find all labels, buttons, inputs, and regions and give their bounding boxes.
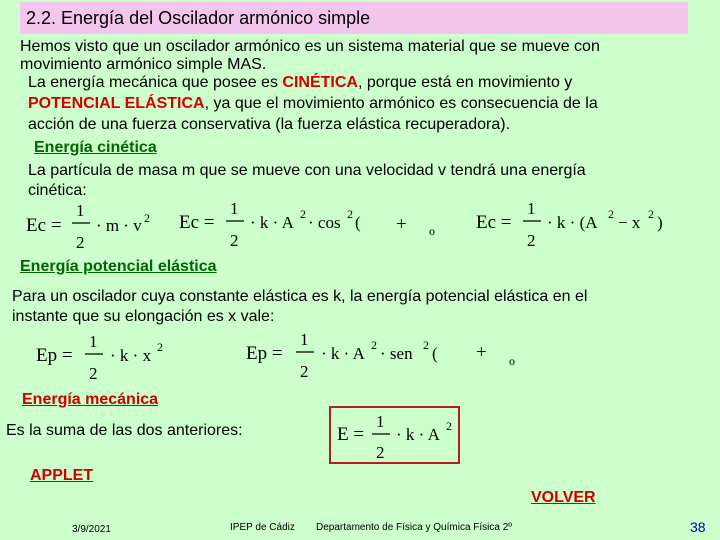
- svg-text:2: 2: [144, 211, 150, 225]
- svg-text:· m · v: · m · v: [96, 216, 142, 235]
- svg-text:2: 2: [157, 340, 163, 354]
- svg-text:E =: E =: [337, 424, 365, 445]
- svg-text:2: 2: [648, 207, 654, 221]
- formula-e-total: [331, 408, 458, 462]
- svg-text:1: 1: [230, 199, 239, 218]
- svg-text:Ep =: Ep =: [36, 345, 73, 366]
- svg-text:2: 2: [527, 231, 536, 250]
- svg-text:Ep =: Ep =: [246, 343, 283, 364]
- svg-text:1: 1: [376, 412, 385, 431]
- svg-text:+: +: [396, 214, 407, 235]
- svg-text:Ec =: Ec =: [179, 212, 215, 233]
- potential-text-line-1: Para un oscilador cuya constante elástica es k, la energía potencial elástica en el: [12, 288, 588, 305]
- mechanical-text: Es la suma de las dos anteriores:: [6, 422, 243, 439]
- svg-text:2: 2: [376, 443, 385, 462]
- svg-text:(: (: [355, 213, 361, 232]
- svg-text:+: +: [476, 342, 487, 363]
- kin-line1-c: , porque está en movimiento y: [357, 74, 573, 91]
- kinetic-potential-line-1: [28, 72, 572, 93]
- svg-text:2: 2: [300, 362, 309, 381]
- heading-mechanical-energy: Energía mecánica: [22, 391, 159, 408]
- formula-ep-2: [246, 330, 515, 381]
- applet-link[interactable]: APPLET: [30, 467, 94, 484]
- footer-department: Departamento de Física y Química Física 2º: [316, 522, 512, 533]
- kinetic-potential-line-3: acción de una fuerza conservativa (la fuerza elástica recuperadora).: [28, 116, 511, 133]
- formula-ep-1: [36, 332, 163, 383]
- intro-line-1: Hemos visto que un oscilador armónico es un sistema material que se mueve con: [20, 38, 600, 55]
- kinetic-formulas: [24, 198, 704, 254]
- formula-ec-3: [476, 199, 663, 250]
- svg-text:· k · (A: · k · (A: [547, 213, 598, 232]
- svg-text:2: 2: [608, 207, 614, 221]
- svg-text:1: 1: [76, 201, 85, 220]
- potential-text-line-2: instante que su elongación es x vale:: [12, 308, 275, 325]
- cinetica-term: CINÉTICA: [282, 74, 358, 91]
- kin-line1-a: La energía mecánica que posee es: [28, 74, 283, 91]
- svg-text:o: o: [509, 354, 515, 368]
- page-number: 38: [690, 519, 706, 535]
- kinetic-text-line-2: cinética:: [28, 182, 87, 199]
- footer-date: 3/9/2021: [72, 524, 111, 535]
- svg-text:2: 2: [446, 419, 452, 433]
- svg-text:2: 2: [230, 231, 239, 250]
- svg-text:1: 1: [300, 330, 309, 349]
- kin-line2-b: , ya que el movimiento armónico es consecuencia de la: [204, 95, 598, 112]
- potencial-elastica-term: POTENCIAL ELÁSTICA: [28, 95, 205, 112]
- intro-line-2: movimiento armónico simple MAS.: [20, 56, 267, 73]
- potential-formulas: [30, 328, 550, 388]
- svg-text:· k · A: · k · A: [250, 213, 294, 232]
- svg-text:): ): [657, 213, 663, 232]
- svg-text:· k · A: · k · A: [321, 344, 365, 363]
- svg-text:2: 2: [347, 207, 353, 221]
- svg-text:(: (: [432, 344, 438, 363]
- svg-text:Ec =: Ec =: [26, 215, 62, 236]
- total-energy-formula-box: [329, 406, 460, 464]
- svg-text:· sen: · sen: [380, 344, 413, 363]
- svg-text:o: o: [429, 224, 435, 238]
- footer-center: IPEP de Cádiz: [230, 522, 295, 533]
- svg-text:· k · A: · k · A: [396, 425, 440, 444]
- svg-text:· cos: · cos: [308, 213, 341, 232]
- slide-title: 2.2. Energía del Oscilador armónico simple: [26, 8, 371, 28]
- svg-text:1: 1: [89, 332, 98, 351]
- svg-text:2: 2: [89, 364, 98, 383]
- kinetic-text-line-1: La partícula de masa m que se mueve con una velocidad v tendrá una energía: [28, 162, 586, 179]
- heading-potential-energy: Energía potencial elástica: [20, 258, 217, 275]
- svg-text:2: 2: [371, 338, 377, 352]
- svg-text:Ec =: Ec =: [476, 212, 512, 233]
- heading-kinetic-energy: Energía cinética: [34, 139, 157, 156]
- svg-text:2: 2: [300, 207, 306, 221]
- svg-text:2: 2: [423, 338, 429, 352]
- svg-text:1: 1: [527, 199, 536, 218]
- volver-link[interactable]: VOLVER: [531, 489, 596, 506]
- svg-text:− x: − x: [618, 213, 641, 232]
- formula-ec-2: [179, 199, 435, 250]
- svg-text:· k · x: · k · x: [110, 346, 152, 365]
- svg-text:2: 2: [76, 233, 85, 252]
- kinetic-potential-line-2: [28, 93, 598, 114]
- formula-ec-1: [26, 201, 150, 252]
